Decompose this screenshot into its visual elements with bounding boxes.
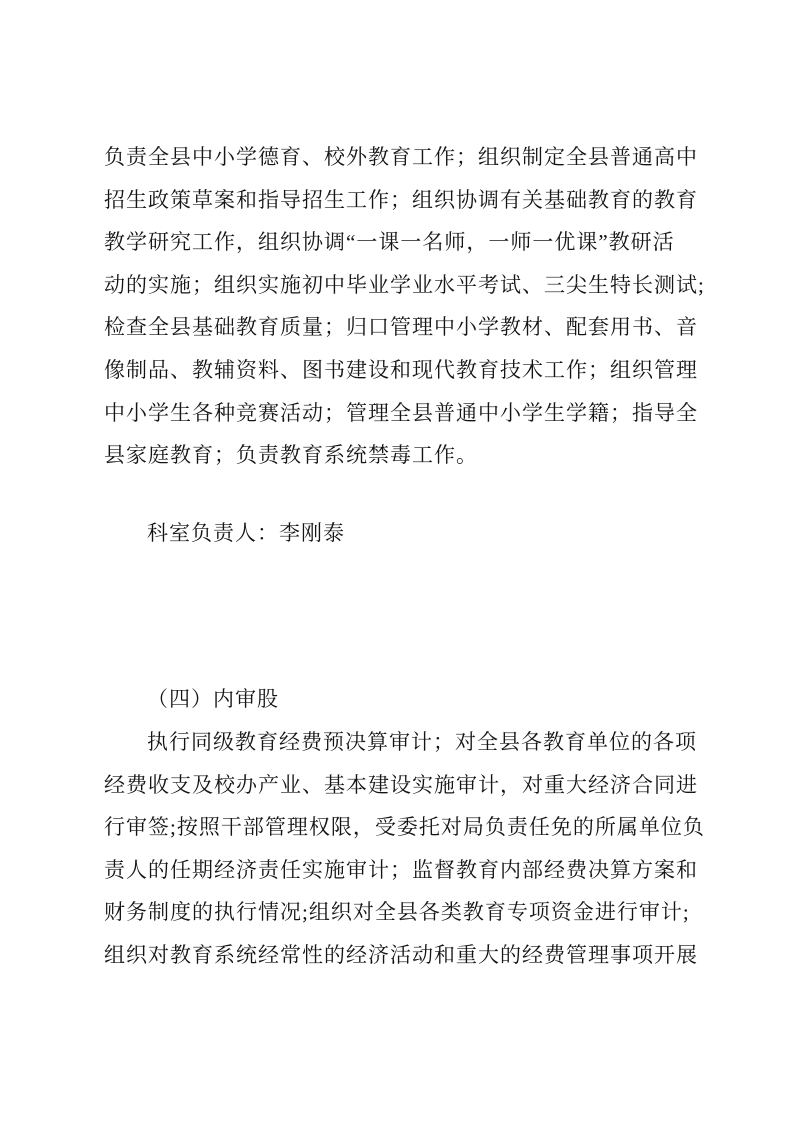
paragraph-line: 县家庭教育；负责教育系统禁毒工作。 (104, 443, 478, 468)
document-text-block (104, 136, 705, 977)
paragraph-line: 动的实施；组织实施初中毕业学业水平考试、三尖生特长测试; (104, 272, 705, 297)
paragraph-line: 行审签;按照干部管理权限，受委托对局负责任免的所属单位负 (104, 815, 705, 840)
paragraph-line: 责人的任期经济责任实施审计；监督教育内部经费决算方案和 (104, 857, 698, 882)
paragraph-line: 招生政策草案和指导招生工作；组织协调有关基础教育的教育 (104, 187, 698, 212)
paragraph-line: 组织对教育系统经常性的经济活动和重大的经费管理事项开展 (104, 942, 698, 967)
paragraph-dept-duties (104, 136, 705, 477)
paragraph-line: 检查全县基础教育质量；归口管理中小学教材、配套用书、音 (104, 315, 698, 340)
paragraph-line: 负责全县中小学德育、校外教育工作；组织制定全县普通高中 (104, 145, 698, 169)
paragraph-line: 像制品、教辅资料、图书建设和现代教育技术工作；组织管理 (104, 357, 698, 382)
paragraph-line: 执行同级教育经费预决算审计；对全县各教育单位的各项 (147, 729, 697, 754)
paragraph-line: 经费收支及校办产业、基本建设实施审计，对重大经济合同进 (104, 772, 698, 797)
paragraph-line: 中小学生各种竞赛活动；管理全县普通中小学生学籍；指导全 (104, 400, 698, 425)
paragraph-line: 教学研究工作，组织协调“一课一名师，一师一优课”教研活 (104, 230, 675, 255)
paragraph-line: 财务制度的执行情况;组织对全县各类教育专项资金进行审计; (104, 900, 690, 925)
section4-title: （四）内审股 (147, 687, 279, 712)
section-responsible-person: 科室负责人：李刚泰 (147, 520, 345, 545)
paragraph-audit-duties (104, 721, 705, 977)
